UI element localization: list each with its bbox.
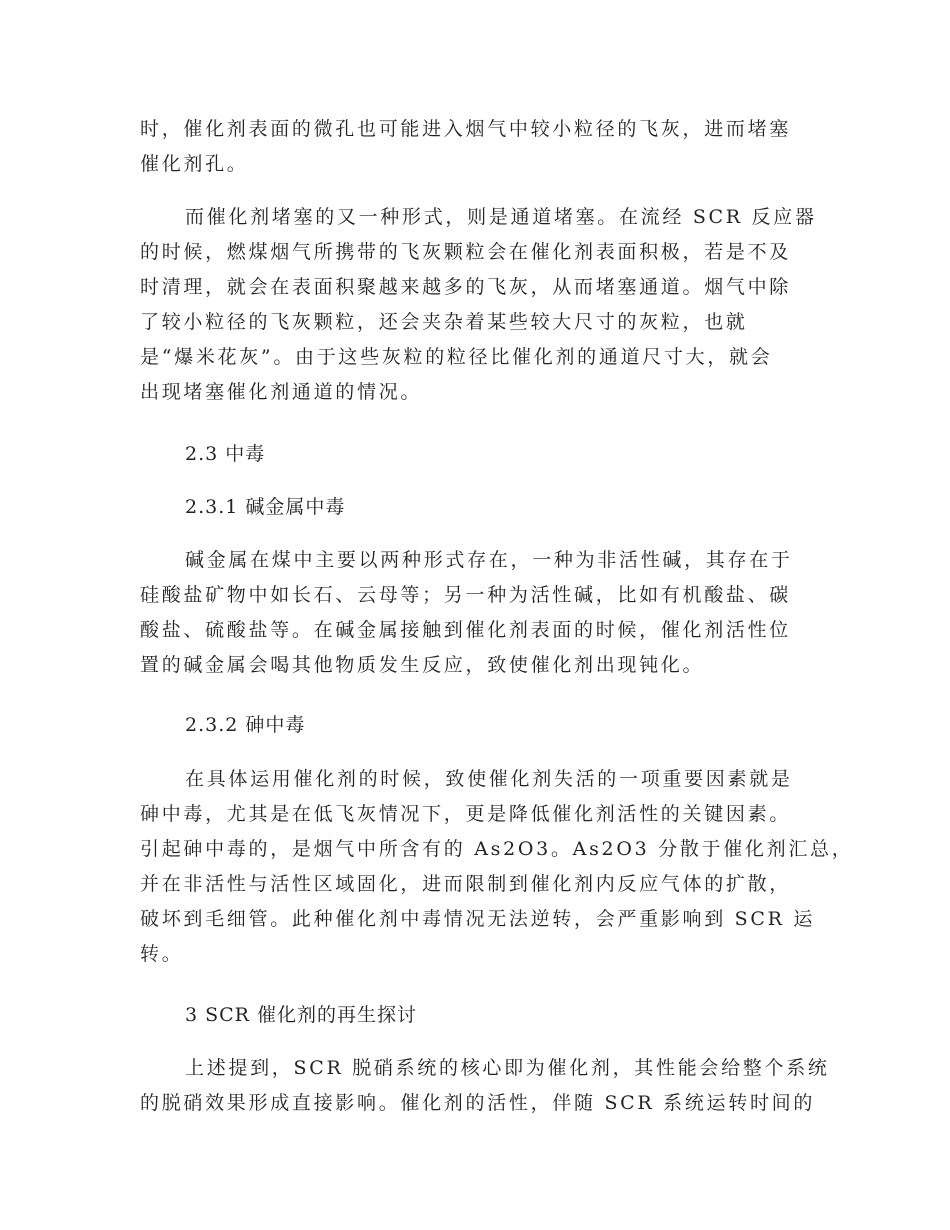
paragraph-line: 引起砷中毒的，是烟气中所含有的 As2O3。As2O3 分散于催化剂汇总， xyxy=(140,838,854,860)
paragraph-line: 砷中毒，尤其是在低飞灰情况下，更是降低催化剂活性的关键因素。 xyxy=(140,803,792,825)
paragraph-line: 时，催化剂表面的微孔也可能进入烟气中较小粒径的飞灰，进而堵塞 xyxy=(140,118,792,140)
paragraph-line: 并在非活性与活性区域固化，进而限制到催化剂内反应气体的扩散， xyxy=(140,873,792,895)
paragraph-line: 的时候，燃煤烟气所携带的飞灰颗粒会在催化剂表面积极，若是不及 xyxy=(140,241,792,263)
section-heading: 2.3.2 砷中毒 xyxy=(185,714,306,736)
paragraph-line: 催化剂孔。 xyxy=(140,153,249,175)
paragraph-line: 而催化剂堵塞的又一种形式，则是通道堵塞。在流经 SCR 反应器 xyxy=(185,206,817,228)
section-heading: 2.3 中毒 xyxy=(185,443,266,465)
paragraph-line: 置的碱金属会喝其他物质发生反应，致使催化剂出现钝化。 xyxy=(140,654,705,676)
paragraph-line: 出现堵塞催化剂通道的情况。 xyxy=(140,381,423,403)
paragraph-line: 时清理，就会在表面积聚越来越多的飞灰，从而堵塞通道。烟气中除 xyxy=(140,276,792,298)
paragraph-line: 在具体运用催化剂的时候，致使催化剂失活的一项重要因素就是 xyxy=(185,768,793,790)
section-heading: 3 SCR 催化剂的再生探讨 xyxy=(185,1004,418,1026)
paragraph-line: 硅酸盐矿物中如长石、云母等；另一种为活性碱，比如有机酸盐、碳 xyxy=(140,584,792,606)
paragraph-line: 转。 xyxy=(140,943,184,965)
section-heading: 2.3.1 碱金属中毒 xyxy=(185,496,346,518)
paragraph-line: 碱金属在煤中主要以两种形式存在，一种为非活性碱，其存在于 xyxy=(185,549,793,571)
paragraph-line: 酸盐、硫酸盐等。在碱金属接触到催化剂表面的时候，催化剂活性位 xyxy=(140,619,792,641)
paragraph-line: 了较小粒径的飞灰颗粒，还会夹杂着某些较大尺寸的灰粒，也就 xyxy=(140,311,748,333)
paragraph-line: 的脱硝效果形成直接影响。催化剂的活性，伴随 SCR 系统运转时间的 xyxy=(140,1092,816,1114)
paragraph-line: 是“爆米花灰”。由于这些灰粒的粒径比催化剂的通道尺寸大，就会 xyxy=(140,346,773,368)
paragraph-line: 破坏到毛细管。此种催化剂中毒情况无法逆转，会严重影响到 SCR 运 xyxy=(140,908,816,930)
paragraph-line: 上述提到，SCR 脱硝系统的核心即为催化剂，其性能会给整个系统 xyxy=(185,1057,830,1079)
